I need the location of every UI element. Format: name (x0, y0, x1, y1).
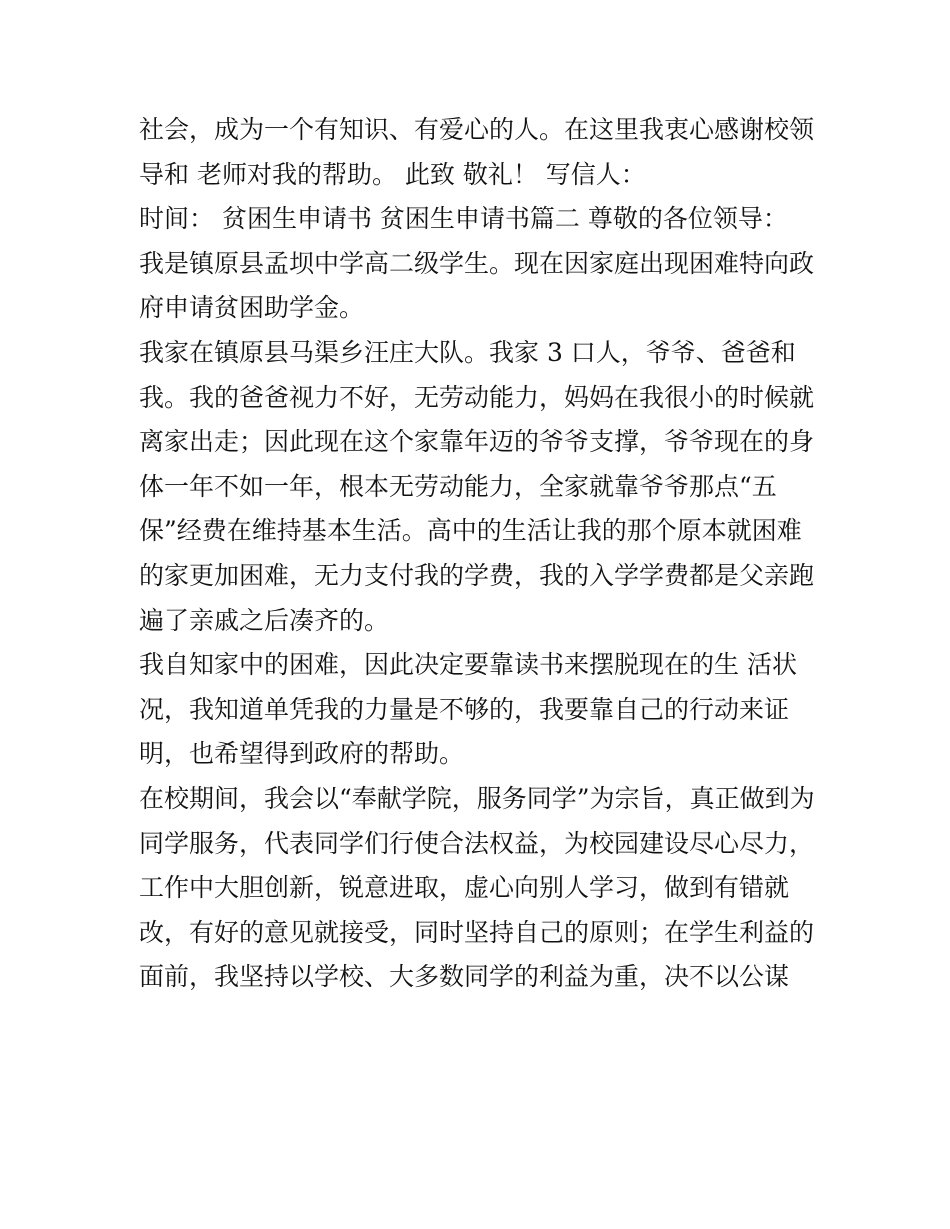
text-line: 同学服务，代表同学们行使合法权益，为校园建设尽心尽力， (139, 828, 815, 858)
text-line: 明，也希望得到政府的帮助。 (139, 739, 465, 769)
text-line: 我是镇原县孟坝中学高二级学生。现在因家庭出现困难特向政 (139, 248, 815, 278)
text-line: 况，我知道单凭我的力量是不够的，我要靠自己的行动来证 (139, 694, 790, 724)
text-line: 我自知家中的困难，因此决定要靠读书来摆脱现在的生 活状 (139, 650, 797, 680)
text-line: 时间： 贫困生申请书 贫困生申请书篇二 尊敬的各位领导： (139, 204, 788, 234)
text-line: 我家在镇原县马渠乡汪庄大队。我家 3 口人，爷爷、爸爸和 (139, 337, 796, 367)
document-body (139, 108, 829, 1000)
text-line: 社会，成为一个有知识、有爱心的人。在这里我衷心感谢校领 (139, 115, 815, 144)
text-line: 改，有好的意见就接受，同时坚持自己的原则；在学生利益的 (139, 917, 815, 947)
text-line: 导和 老师对我的帮助。 此致 敬礼！ 写信人： (139, 159, 646, 189)
text-line: 在校期间，我会以“奉献学院，服务同学”为宗旨，真正做到为 (139, 783, 815, 813)
text-line: 离家出走；因此现在这个家靠年迈的爷爷支撑，爷爷现在的身 (139, 427, 815, 457)
text-line: 工作中大胆创新，锐意进取，虚心向别人学习，做到有错就 (139, 873, 790, 903)
text-line: 面前，我坚持以学校、大多数同学的利益为重，决不以公谋 (139, 962, 790, 992)
text-line: 遍了亲戚之后凑齐的。 (139, 605, 390, 635)
text-line: 府申请贫困助学金。 (139, 293, 365, 323)
text-line: 的家更加困难，无力支付我的学费，我的入学学费都是父亲跑 (139, 560, 815, 590)
text-line: 我。我的爸爸视力不好，无劳动能力，妈妈在我很小的时候就 (139, 382, 815, 412)
text-line: 体一年不如一年，根本无劳动能力，全家就靠爷爷那点“五 (139, 471, 777, 501)
text-line: 保”经费在维持基本生活。高中的生活让我的那个原本就困难 (139, 516, 802, 546)
